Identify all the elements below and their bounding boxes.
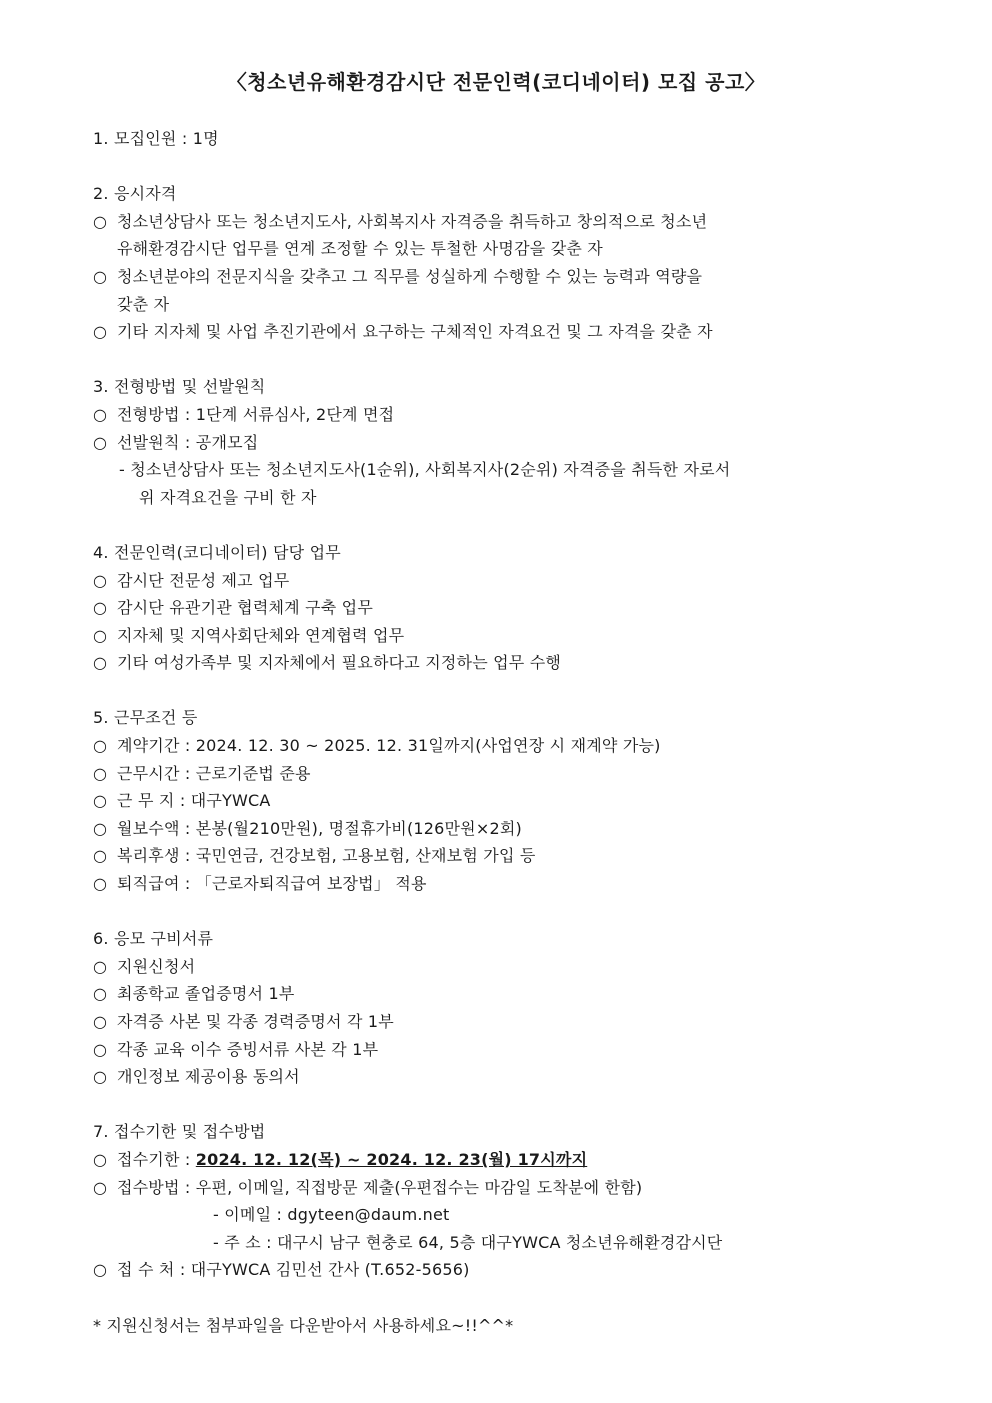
section-3-heading: 3. 전형방법 및 선발원칙 <box>93 377 266 397</box>
page-title: 〈청소년유해환경감시단 전문인력(코디네이터) 모집 공고〉 <box>226 70 766 94</box>
list-item-continuation: 갖춘 자 <box>117 294 170 314</box>
list-item: ○ 감시단 유관기관 협력체계 구축 업무 <box>93 594 813 622</box>
section-7-heading: 7. 접수기한 및 접수방법 <box>93 1122 266 1142</box>
bullet-icon: ○ <box>93 1177 108 1197</box>
footer-note: * 지원신청서는 첨부파일을 다운받아서 사용하세요~!!^^* <box>93 1315 514 1335</box>
list-item: ○ 최종학교 졸업증명서 1부 <box>93 980 813 1008</box>
deadline-item <box>93 1146 813 1174</box>
bullet-icon: ○ <box>93 625 108 645</box>
list-item: ○ 청소년상담사 또는 청소년지도사, 사회복지사 자격증을 취득하고 창의적으로 청소년 <box>93 208 813 236</box>
list-item: ○ 기타 지자체 및 사업 추진기관에서 요구하는 구체적인 자격요건 및 그 자격을 갖춘 자 <box>93 318 813 346</box>
bullet-icon: ○ <box>93 570 108 590</box>
section-1-heading: 1. 모집인원 : 1명 <box>93 129 219 148</box>
bullet-icon: ○ <box>93 432 108 452</box>
list-item: ○ 감시단 전문성 제고 업무 <box>93 567 813 595</box>
bullet-icon: ○ <box>93 791 108 811</box>
list-item: ○ 각종 교육 이수 증빙서류 사본 각 1부 <box>93 1036 813 1064</box>
bullet-icon: ○ <box>93 404 108 424</box>
bullet-icon: ○ <box>93 598 108 618</box>
bullet-icon: ○ <box>93 322 108 342</box>
list-item: ○ 복리후생 : 국민연금, 건강보험, 고용보험, 산재보험 가입 등 <box>93 842 813 870</box>
section-2-heading: 2. 응시자격 <box>93 184 177 204</box>
contact-item: ○ 접 수 처 : 대구YWCA 김민선 간사 (T.652-5656) <box>93 1256 813 1284</box>
notice-body <box>93 125 813 1339</box>
list-item-continuation: 유해환경감시단 업무를 연계 조정할 수 있는 투철한 사명감을 갖춘 자 <box>117 239 603 259</box>
address-line: - 주 소 : 대구시 남구 현충로 64, 5층 대구YWCA 청소년유해환경감시단 <box>213 1232 723 1252</box>
bullet-icon: ○ <box>93 1149 108 1169</box>
bullet-icon: ○ <box>93 984 108 1004</box>
bullet-icon: ○ <box>93 736 108 756</box>
bullet-icon: ○ <box>93 266 108 286</box>
bullet-icon: ○ <box>93 846 108 866</box>
list-item: ○ 지자체 및 지역사회단체와 연계협력 업무 <box>93 622 813 650</box>
list-item: ○ 개인정보 제공이용 동의서 <box>93 1063 813 1091</box>
list-item: ○ 접수방법 : 우편, 이메일, 직접방문 제출(우편접수는 마감일 도착분에 한함) <box>93 1174 813 1202</box>
section-4-heading: 4. 전문인력(코디네이터) 담당 업무 <box>93 542 341 562</box>
bullet-icon: ○ <box>93 1260 108 1280</box>
bullet-icon: ○ <box>93 763 108 783</box>
deadline-label: 접수기한 : <box>117 1149 196 1169</box>
sub-item: - 청소년상담사 또는 청소년지도사(1순위), 사회복지사(2순위) 자격증을 취득한 자로서 <box>119 460 731 480</box>
list-item: ○ 전형방법 : 1단계 서류심사, 2단계 면접 <box>93 401 813 429</box>
list-item: ○ 자격증 사본 및 각종 경력증명서 각 1부 <box>93 1008 813 1036</box>
list-item: ○ 월보수액 : 본봉(월210만원), 명절휴가비(126만원×2회) <box>93 815 813 843</box>
bullet-icon: ○ <box>93 1067 108 1087</box>
bullet-icon: ○ <box>93 211 108 231</box>
list-item: ○ 퇴직급여 : 「근로자퇴직급여 보장법」 적용 <box>93 870 813 898</box>
section-6-heading: 6. 응모 구비서류 <box>93 929 214 949</box>
bullet-icon: ○ <box>93 653 108 673</box>
bullet-icon: ○ <box>93 956 108 976</box>
deadline-value: 2024. 12. 12(목) ~ 2024. 12. 23(월) 17시까지 <box>195 1149 588 1169</box>
section-5-heading: 5. 근무조건 등 <box>93 708 198 728</box>
list-item: ○ 지원신청서 <box>93 953 813 981</box>
bullet-icon: ○ <box>93 1039 108 1059</box>
list-item: ○ 기타 여성가족부 및 지자체에서 필요하다고 지정하는 업무 수행 <box>93 649 813 677</box>
list-item: ○ 청소년분야의 전문지식을 갖추고 그 직무를 성실하게 수행할 수 있는 능력과 역량을 <box>93 263 813 291</box>
list-item: ○ 계약기간 : 2024. 12. 30 ~ 2025. 12. 31일까지(사업연장 시 재계약 가능) <box>93 732 813 760</box>
bullet-icon: ○ <box>93 1012 108 1031</box>
list-item: ○ 선발원칙 : 공개모집 <box>93 429 813 457</box>
email-line: - 이메일 : dgyteen@daum.net <box>213 1205 450 1225</box>
sub-item-continuation: 위 자격요건을 구비 한 자 <box>139 487 317 507</box>
list-item: ○ 근무시간 : 근로기준법 준용 <box>93 760 813 788</box>
list-item: ○ 근 무 지 : 대구YWCA <box>93 787 813 815</box>
bullet-icon: ○ <box>93 874 108 894</box>
bullet-icon: ○ <box>93 818 108 838</box>
